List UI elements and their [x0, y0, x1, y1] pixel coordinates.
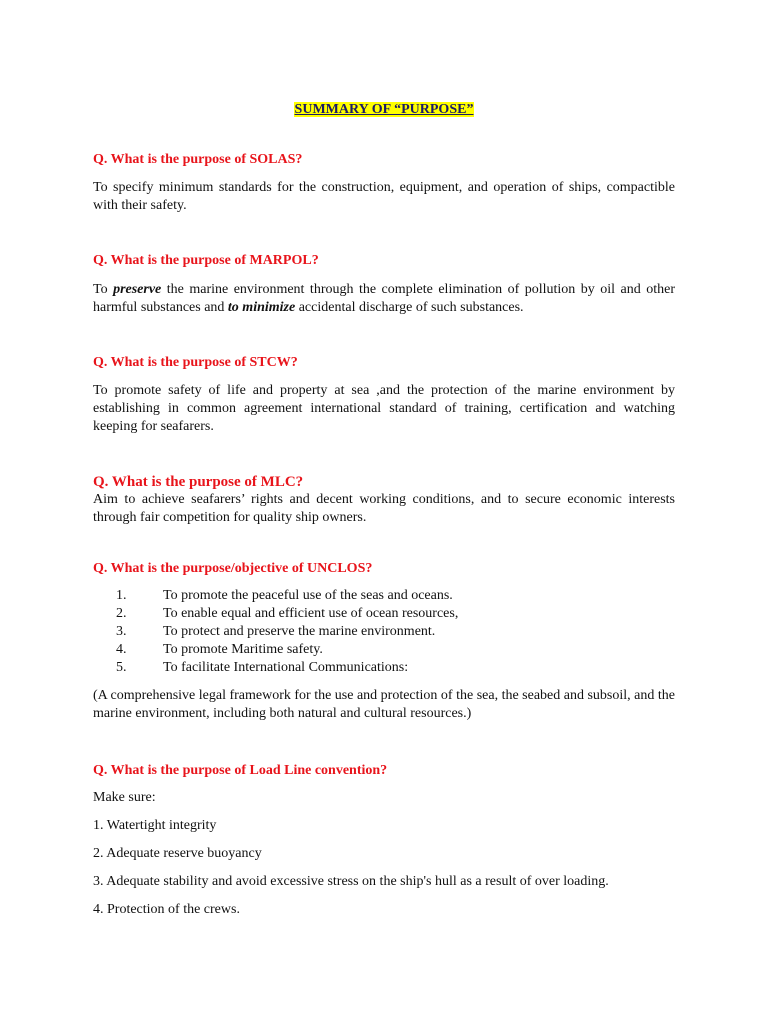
list-item-text: To promote the peaceful use of the seas and oceans.: [163, 588, 453, 603]
list-item-number: 4.: [116, 642, 127, 657]
answer-mlc: Aim to achieve seafarers’ rights and decent working conditions, and to secure economic interests through fair competition for quality ship owners.: [93, 492, 675, 525]
title-highlight: SUMMARY OF “PURPOSE”: [294, 102, 474, 117]
answer-marpol-emphasis: preserve: [113, 282, 162, 297]
list-item: [116, 659, 675, 677]
list-item: [116, 587, 675, 605]
answer-marpol-part: accidental discharge of such substances.: [295, 300, 524, 315]
list-item-text: To enable equal and efficient use of ocean resources,: [163, 606, 459, 621]
load-line-point: 1. Watertight integrity: [93, 818, 217, 833]
load-line-point: 4. Protection of the crews.: [93, 902, 240, 917]
question-solas: Q. What is the purpose of SOLAS?: [93, 152, 303, 167]
load-line-point: 3. Adequate stability and avoid excessive stress on the ship's hull as a result of over loading.: [93, 874, 609, 889]
list-item: [116, 641, 675, 659]
list-item-text: To facilitate International Communications:: [163, 660, 409, 675]
unclos-note: (A comprehensive legal framework for the use and protection of the sea, the seabed and subsoil, and the marine environment, including both natural and cultural resources.): [93, 688, 675, 721]
load-line-point: 2. Adequate reserve buoyancy: [93, 846, 262, 861]
question-stcw: Q. What is the purpose of STCW?: [93, 355, 298, 370]
list-item-text: To promote Maritime safety.: [163, 642, 323, 657]
answer-stcw: To promote safety of life and property at sea ,and the protection of the marine environment by establishing in common agreement international standard of training, certification and watching keeping for seafarers.: [93, 383, 675, 434]
document-title: [93, 100, 675, 120]
answer-marpol-part: the marine environment through the complete elimination of pollution by oil and other harmful substances and: [93, 282, 675, 315]
answer-marpol-emphasis: to minimize: [227, 300, 296, 315]
question-mlc: Q. What is the purpose of MLC?: [93, 474, 304, 490]
unclos-list: [116, 587, 675, 677]
list-item-number: 2.: [116, 606, 127, 621]
question-load-line: Q. What is the purpose of Load Line convention?: [93, 763, 388, 778]
answer-solas: To specify minimum standards for the construction, equipment, and operation of ships, compactible with their safety.: [93, 180, 675, 213]
load-line-intro: Make sure:: [93, 790, 156, 805]
list-item-number: 5.: [116, 660, 127, 675]
list-item: [116, 623, 675, 641]
list-item-number: 1.: [116, 588, 127, 603]
question-marpol: Q. What is the purpose of MARPOL?: [93, 253, 319, 268]
answer-marpol: [93, 281, 675, 317]
answer-marpol-part: To: [93, 282, 114, 297]
question-unclos: Q. What is the purpose/objective of UNCLOS?: [93, 561, 373, 576]
list-item-text: To protect and preserve the marine environment.: [163, 624, 436, 639]
list-item: [116, 605, 675, 623]
list-item-number: 3.: [116, 624, 127, 639]
